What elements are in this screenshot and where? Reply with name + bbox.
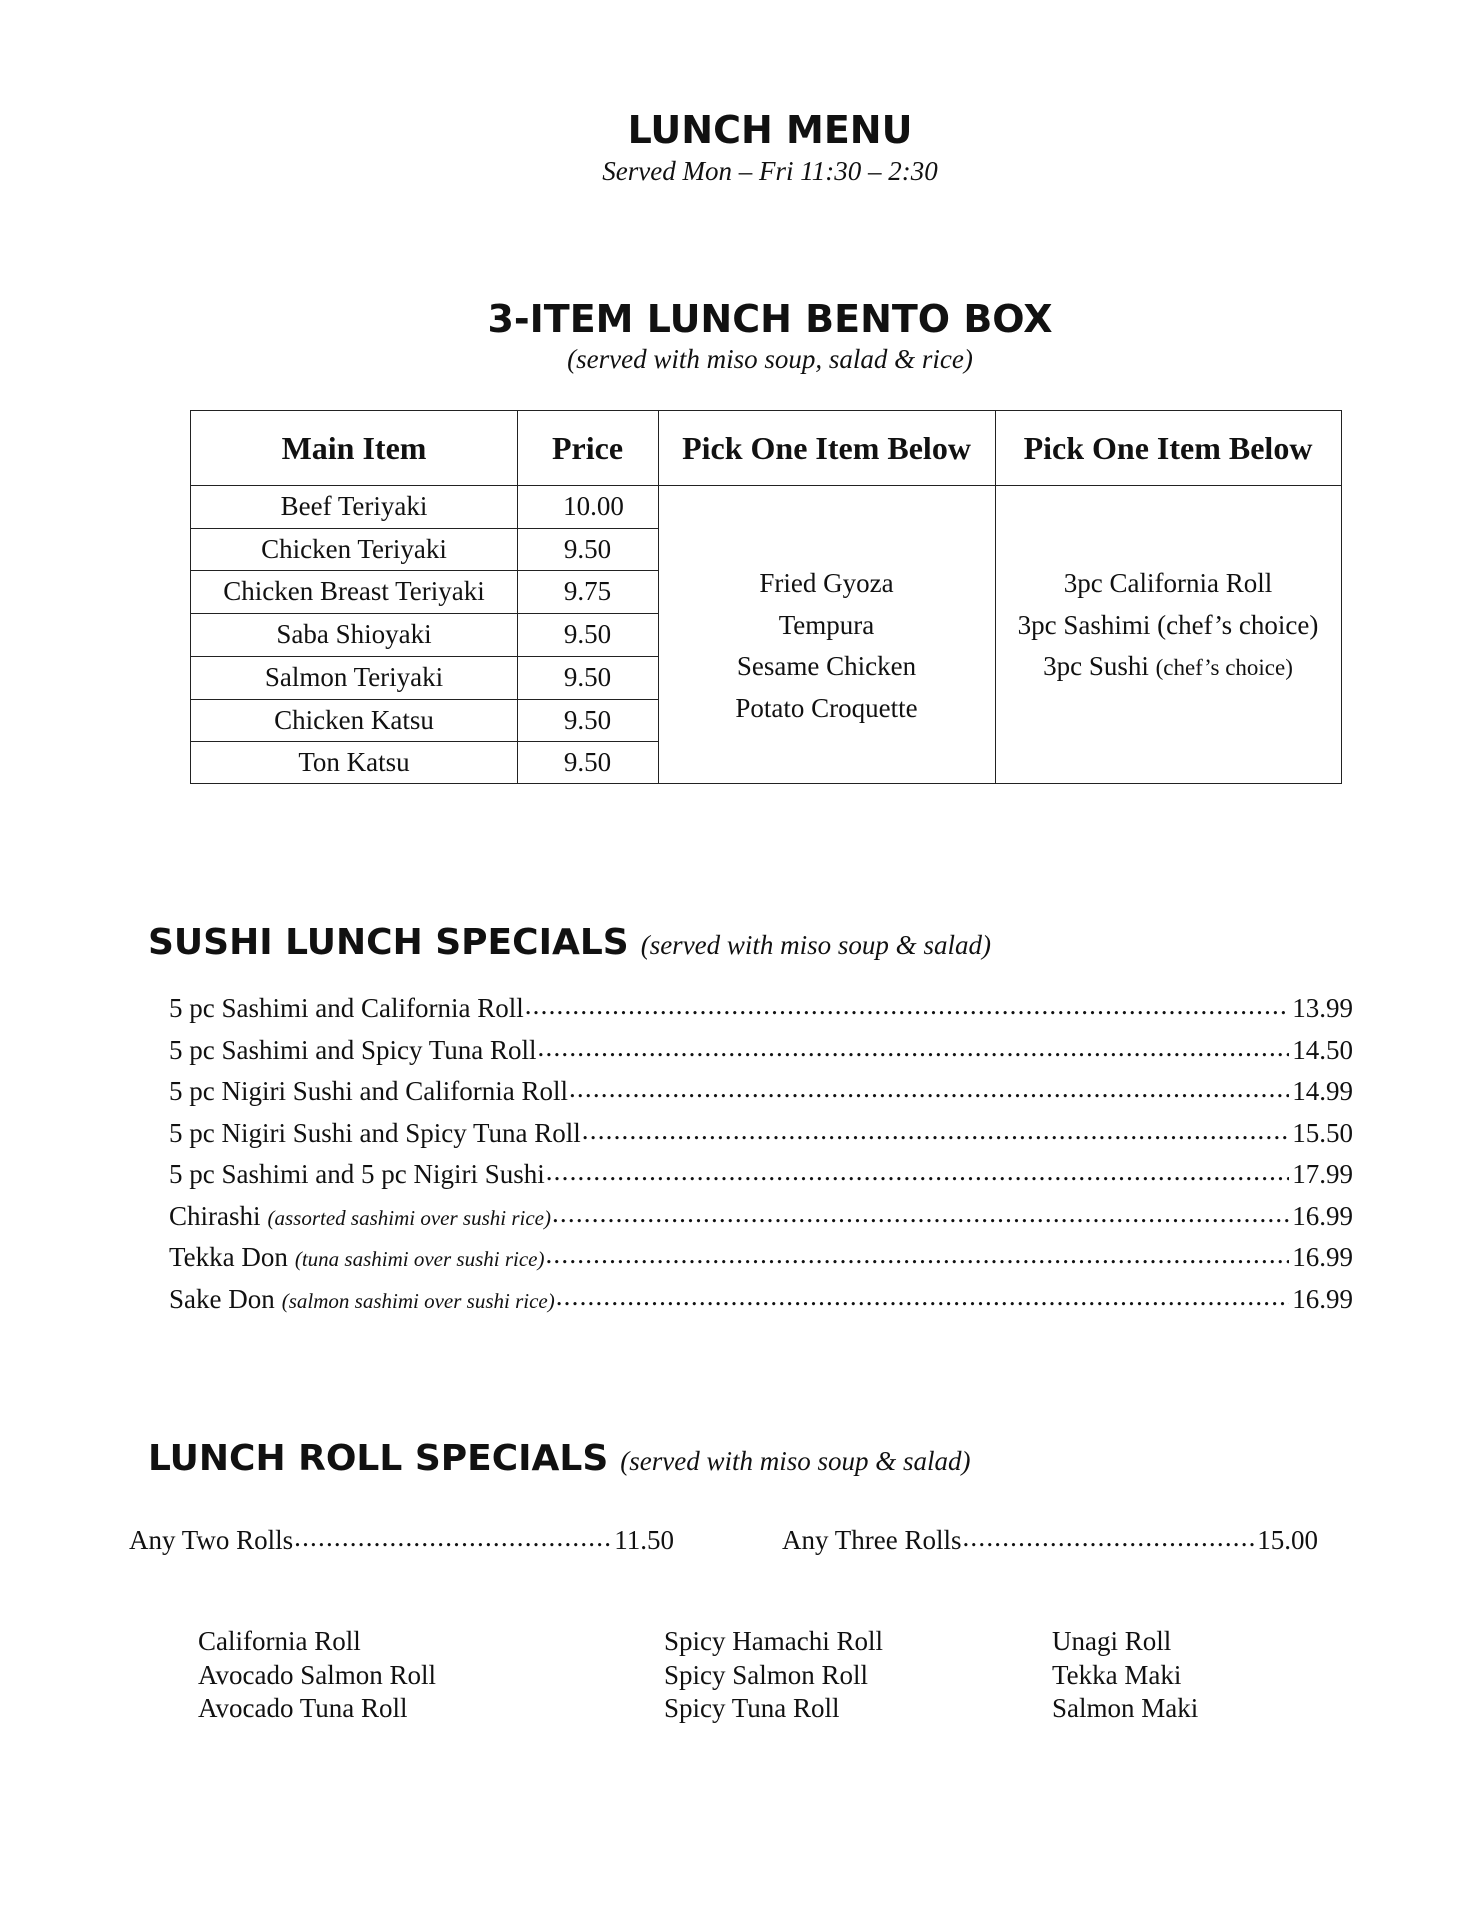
dot-leader <box>556 1281 1290 1308</box>
pick-option: 3pc California Roll <box>1063 568 1273 598</box>
roll-offer-three <box>782 1522 1318 1556</box>
item-price: 14.50 <box>1292 1034 1353 1065</box>
bento-item-price: 9.50 <box>563 662 612 692</box>
bento-item-name: Salmon Teriyaki <box>264 662 444 692</box>
roll-item: Spicy Tuna Roll <box>664 1693 840 1723</box>
pick-option: 3pc Sashimi (chef’s choice) <box>1017 609 1319 640</box>
item-price: 15.50 <box>1292 1117 1353 1148</box>
item-price: 16.99 <box>1292 1283 1353 1314</box>
pick-one-list-a <box>658 563 995 729</box>
column-header-pick-one-b: Pick One Item Below <box>1023 430 1313 466</box>
item-name: 5 pc Nigiri Sushi and Spicy Tuna Roll <box>169 1117 581 1148</box>
roll-list-column-1 <box>198 1625 436 1726</box>
item-name: 5 pc Sashimi and California Roll <box>169 993 524 1023</box>
item-name: Chirashi <box>169 1200 261 1231</box>
list-item <box>169 1115 1353 1157</box>
pick-option-main: 3pc Sushi <box>1043 651 1149 681</box>
list-item <box>169 990 1353 1032</box>
roll-offer-two <box>129 1522 674 1556</box>
item-note: (tuna sashimi over sushi rice) <box>294 1247 545 1271</box>
item-name: 5 pc Sashimi and Spicy Tuna Roll <box>169 1034 537 1065</box>
roll-section-note: (served with miso soup & salad) <box>620 1446 971 1476</box>
list-item <box>169 1239 1353 1281</box>
sushi-section-title <box>148 922 991 963</box>
pick-option: Potato Croquette <box>735 692 918 723</box>
dot-leader <box>545 1239 1289 1266</box>
item-price: 16.99 <box>1292 1200 1353 1231</box>
bento-item-name: Ton Katsu <box>298 747 410 777</box>
bento-item-name: Chicken Teriyaki <box>261 534 447 564</box>
item-name: Sake Don <box>169 1283 275 1314</box>
roll-item: California Roll <box>198 1626 361 1656</box>
bento-section-title: 3-ITEM LUNCH BENTO BOX <box>487 297 1053 341</box>
bento-item-name: Chicken Katsu <box>274 705 434 735</box>
list-item <box>169 1198 1353 1240</box>
dot-leader <box>294 1522 613 1549</box>
offer-price: 15.00 <box>1257 1525 1318 1555</box>
item-name: 5 pc Nigiri Sushi and California Roll <box>169 1076 568 1106</box>
roll-item: Spicy Hamachi Roll <box>664 1626 883 1656</box>
service-hours: Served Mon – Fri 11:30 – 2:30 <box>602 156 938 186</box>
dot-leader <box>962 1522 1256 1549</box>
dot-leader <box>582 1115 1289 1142</box>
dot-leader <box>552 1198 1289 1225</box>
pick-option: Fried Gyoza <box>759 568 894 598</box>
item-note: (assorted sashimi over sushi rice) <box>267 1205 551 1230</box>
bento-item-price: 10.00 <box>563 491 624 521</box>
dot-leader <box>525 990 1290 1017</box>
roll-title-text: LUNCH ROLL SPECIALS <box>148 1438 609 1479</box>
bento-item-price: 9.50 <box>563 705 612 735</box>
pick-option-note: (chef’s choice) <box>1155 655 1293 680</box>
item-price: 16.99 <box>1292 1242 1353 1272</box>
list-item <box>169 1156 1353 1198</box>
roll-item: Salmon Maki <box>1052 1693 1199 1723</box>
pick-option <box>995 646 1341 689</box>
offer-label: Any Two Rolls <box>129 1525 294 1555</box>
item-price: 17.99 <box>1292 1159 1353 1189</box>
list-item <box>169 1032 1353 1074</box>
item-name: Tekka Don <box>169 1242 288 1272</box>
sushi-title-text: SUSHI LUNCH SPECIALS <box>148 922 629 963</box>
bento-table <box>190 410 1342 784</box>
sushi-specials-list <box>169 990 1353 1322</box>
sushi-section-note: (served with miso soup & salad) <box>640 930 991 960</box>
menu-title: LUNCH MENU <box>627 108 913 152</box>
item-name: 5 pc Sashimi and 5 pc Nigiri Sushi <box>169 1159 545 1189</box>
column-header-main-item: Main Item <box>281 430 427 466</box>
offer-price: 11.50 <box>614 1525 674 1555</box>
bento-item-price: 9.50 <box>563 534 612 564</box>
dot-leader <box>538 1032 1290 1059</box>
bento-item-name: Chicken Breast Teriyaki <box>223 576 485 606</box>
roll-item: Avocado Salmon Roll <box>198 1659 436 1690</box>
bento-item-price: 9.75 <box>563 576 612 606</box>
roll-item: Tekka Maki <box>1052 1659 1182 1690</box>
dot-leader <box>546 1156 1290 1183</box>
bento-item-price: 9.50 <box>563 619 612 649</box>
column-header-price: Price <box>551 430 624 466</box>
roll-section-title <box>148 1438 971 1479</box>
roll-list-column-2 <box>664 1625 883 1726</box>
roll-item: Spicy Salmon Roll <box>664 1659 869 1690</box>
offer-label: Any Three Rolls <box>782 1525 962 1555</box>
dot-leader <box>569 1073 1289 1100</box>
bento-section-subtitle: (served with miso soup, salad & rice) <box>567 344 973 374</box>
bento-item-name: Saba Shioyaki <box>276 619 432 649</box>
list-item <box>169 1281 1353 1323</box>
roll-list-column-3 <box>1052 1625 1198 1726</box>
roll-item: Unagi Roll <box>1052 1626 1172 1656</box>
item-price: 13.99 <box>1292 993 1353 1023</box>
bento-item-price: 9.50 <box>563 747 612 777</box>
item-price: 14.99 <box>1292 1076 1353 1106</box>
item-note: (salmon sashimi over sushi rice) <box>281 1288 555 1313</box>
roll-item: Avocado Tuna Roll <box>198 1693 408 1723</box>
bento-item-name: Beef Teriyaki <box>280 491 428 521</box>
column-header-pick-one-a: Pick One Item Below <box>682 430 971 466</box>
list-item <box>169 1073 1353 1115</box>
pick-option: Tempura <box>778 609 875 640</box>
pick-option: Sesame Chicken <box>736 651 917 681</box>
pick-one-list-b <box>995 563 1341 689</box>
